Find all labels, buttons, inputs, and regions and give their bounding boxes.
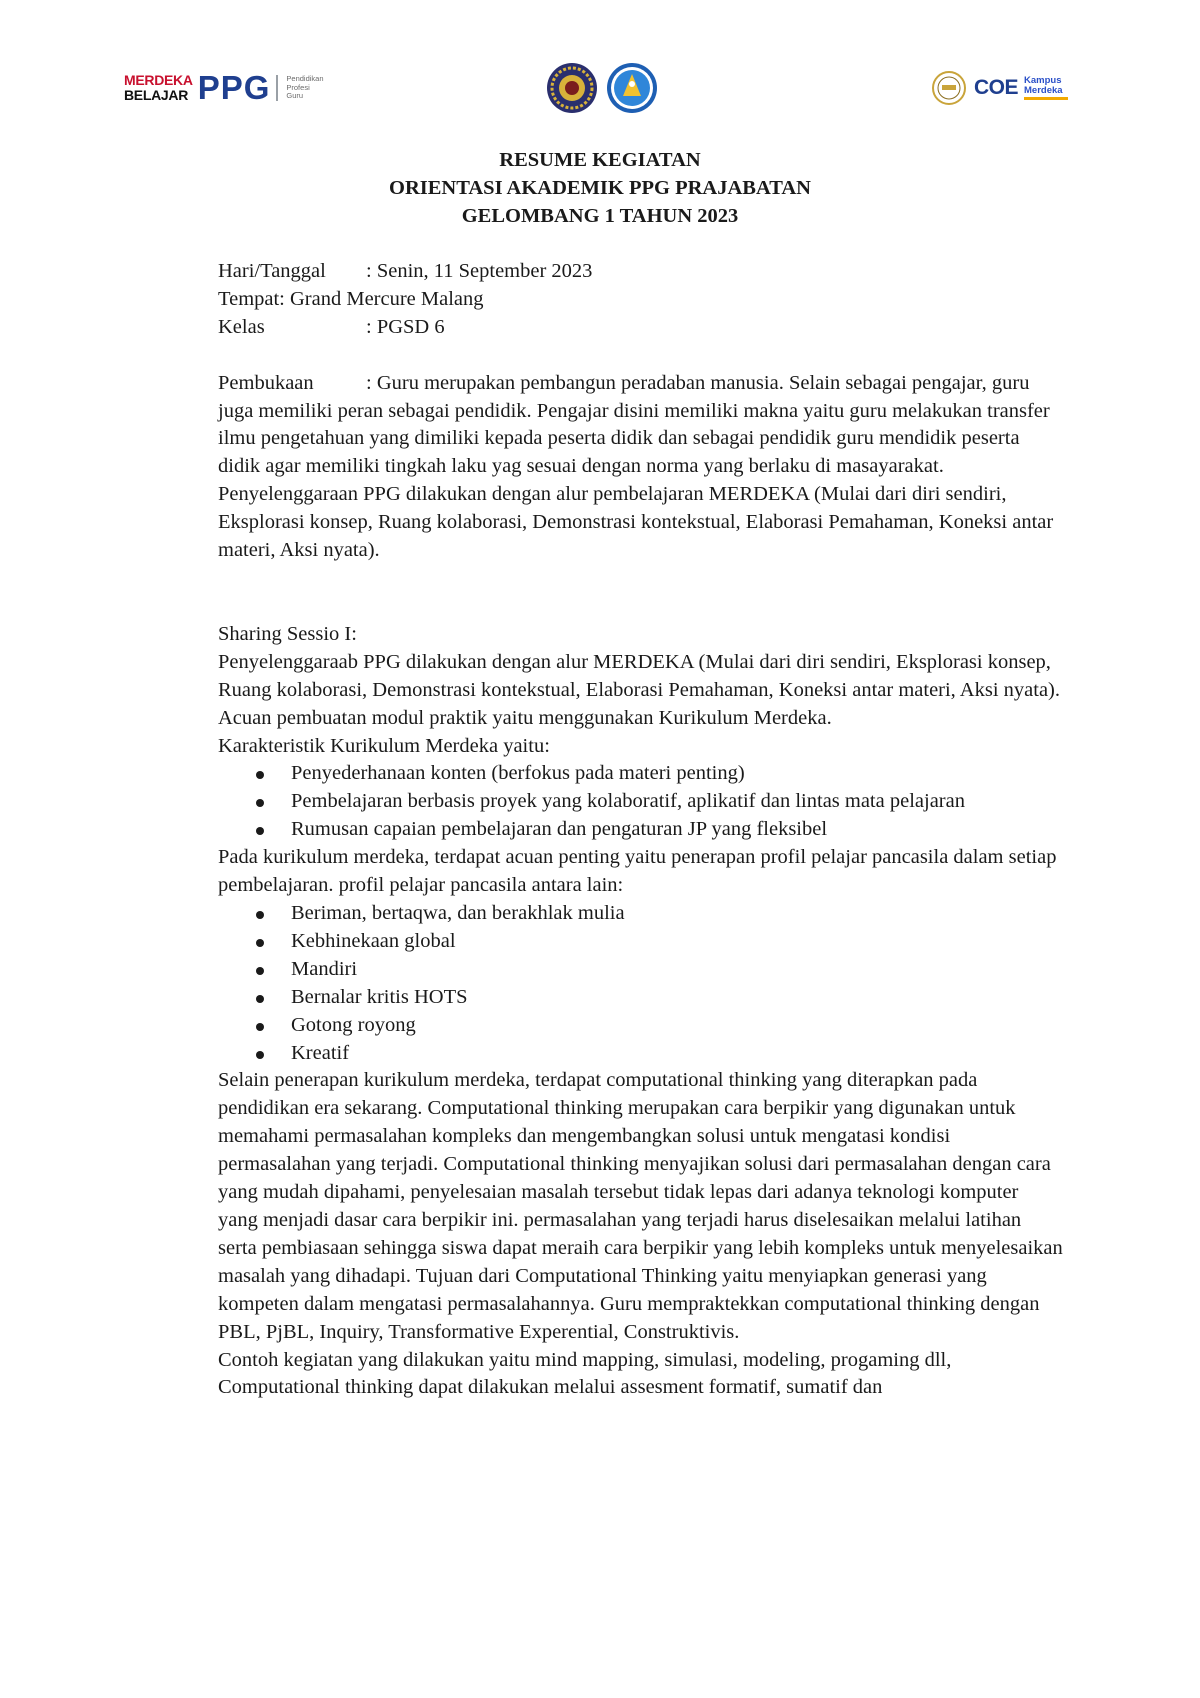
ppg-wordmark: PPG [197,69,271,106]
university-seal-icon [547,63,597,113]
ppg-subtitle-line: Pendidikan [286,74,324,84]
kampus-merdeka-wordmark [1024,76,1068,100]
profil-intro-paragraph: Pada kurikulum merdeka, terdapat acuan penting yaitu penerapan profil pelajar pancasila dalam setiap pembelajaran. profil pelajar pancasila antara lain: [218,846,1057,897]
hari-tanggal-row [218,258,1063,286]
pembukaan-text: : Guru merupakan pembangun peradaban manusia. Selain sebagai pengajar, guru juga memiliki peran sebagai pendidik. Pengajar disini memiliki makna yaitu guru melakukan transfer ilmu pengetahuan yang dimiliki kepada peserta didik dan sebagai pendidik guru mendidik peserta didik agar memiliki tingkah laku yag sesuai dengan norma yang berlaku di masayarakat. Penyelenggaraan PPG dilakukan dengan alur pembelajaran MERDEKA (Mulai dari diri sendiri, Eksplorasi konsep, Ruang kolaborasi, Demonstrasi kontekstual, Elaborasi Pemahaman, Koneksi antar materi, Aksi nyata). [218,371,1054,562]
title-line-3: GELOMBANG 1 TAHUN 2023 [461,205,739,227]
list-item: Pembelajaran berbasis proyek yang kolaboratif, aplikatif dan lintas mata pelajaran [218,788,1063,816]
document-title [0,146,1200,230]
merdeka-belajar-wordmark [124,73,193,103]
logo-divider [276,75,278,101]
kampus-merdeka-underline [1024,97,1068,100]
merdeka-word-right: Merdeka [1024,85,1063,96]
coe-kampus-merdeka-logo [932,68,1068,108]
karakteristik-list [218,760,1063,844]
list-item: Mandiri [218,956,1063,984]
sharing-paragraph-1: Penyelenggaraab PPG dilakukan dengan alur MERDEKA (Mulai dari diri sendiri, Eksplorasi konsep, Ruang kolaborasi, Demonstrasi kontekstual, Elaborasi Pemahaman, Koneksi antar materi, Aksi nyata). Acuan pembuatan modul praktik yaitu menggunakan Kurikulum Merdeka. [218,650,1061,729]
computational-thinking-paragraph: Selain penerapan kurikulum merdeka, terdapat computational thinking yang diterapkan pada pendidikan era sekarang. Computational thinking merupakan cara berpikir yang digunakan untuk memahami permasalahan kompleks dan mengembangkan solusi untuk mengatasi kondisi permasalahan yang terjadi. Computational thinking menyajikan solusi dari permasalahan dengan cara yang mudah dipahami, penyelesaian masalah tersebut tidak lepas dari adanya teknologi komputer yang menjadi dasar cara berpikir ini. permasalahan yang terjadi harus diselesaikan melalui latihan serta pembiasaan sehingga siswa dapat meraih cara berpikir yang lebih kompleks untuk menyelesaikan masalah yang dihadapi. Tujuan dari Computational Thinking yaitu menyiapkan generasi yang kompeten dalam mengatasi permasalahannya. Guru mempraktekkan computational thinking dengan PBL, PjBL, Inquiry, Transformative Experential, Construktivis. [218,1069,1063,1343]
list-item: Bernalar kritis HOTS [218,984,1063,1012]
list-item: Penyederhanaan konten (berfokus pada materi penting) [218,760,1063,788]
ppg-subtitle-line: Profesi [286,82,310,92]
pembukaan-label: Pembukaan [218,371,314,394]
coe-wordmark: COE [974,76,1019,99]
document-body [218,258,1063,1402]
ppg-subtitle [286,75,323,101]
title-line-1: RESUME KEGIATAN [499,149,701,171]
pembukaan-paragraph [218,370,1063,565]
belajar-word: BELAJAR [124,87,189,103]
tut-wuri-handayani-icon [607,63,657,113]
university-and-ministry-logos [544,60,662,116]
list-item: Kebhinekaan global [218,928,1063,956]
title-line-2: ORIENTASI AKADEMIK PPG PRAJABATAN [389,177,811,199]
list-item: Kreatif [218,1040,1063,1068]
merdeka-belajar-ppg-logo [124,68,324,108]
tempat-row: Tempat: Grand Mercure Malang [218,287,484,310]
universitas-badge-icon [932,71,966,105]
list-item: Rumusan capaian pembelajaran dan pengaturan JP yang fleksibel [218,816,1063,844]
kelas-label: Kelas [218,315,265,338]
hari-tanggal-label: Hari/Tanggal [218,260,326,282]
profil-pancasila-list [218,900,1063,1067]
kampus-word: Kampus [1024,75,1062,86]
ppg-subtitle-line: Guru [286,91,304,101]
kelas-row [218,314,1063,342]
list-item: Beriman, bertaqwa, dan berakhlak mulia [218,900,1063,928]
kelas-value: : PGSD 6 [366,315,445,338]
list-item: Gotong royong [218,1012,1063,1040]
sharing-heading: Sharing Sessio I: [218,622,357,645]
karakteristik-heading: Karakteristik Kurikulum Merdeka yaitu: [218,734,550,757]
contoh-kegiatan-paragraph: Contoh kegiatan yang dilakukan yaitu mind mapping, simulasi, modeling, progaming dll, Computational thinking dapat dilakukan melalui assesment formatif, sumatif dan [218,1348,952,1399]
hari-tanggal-value: : Senin, 11 September 2023 [366,260,593,282]
merdeka-word: MERDEKA [124,72,193,88]
